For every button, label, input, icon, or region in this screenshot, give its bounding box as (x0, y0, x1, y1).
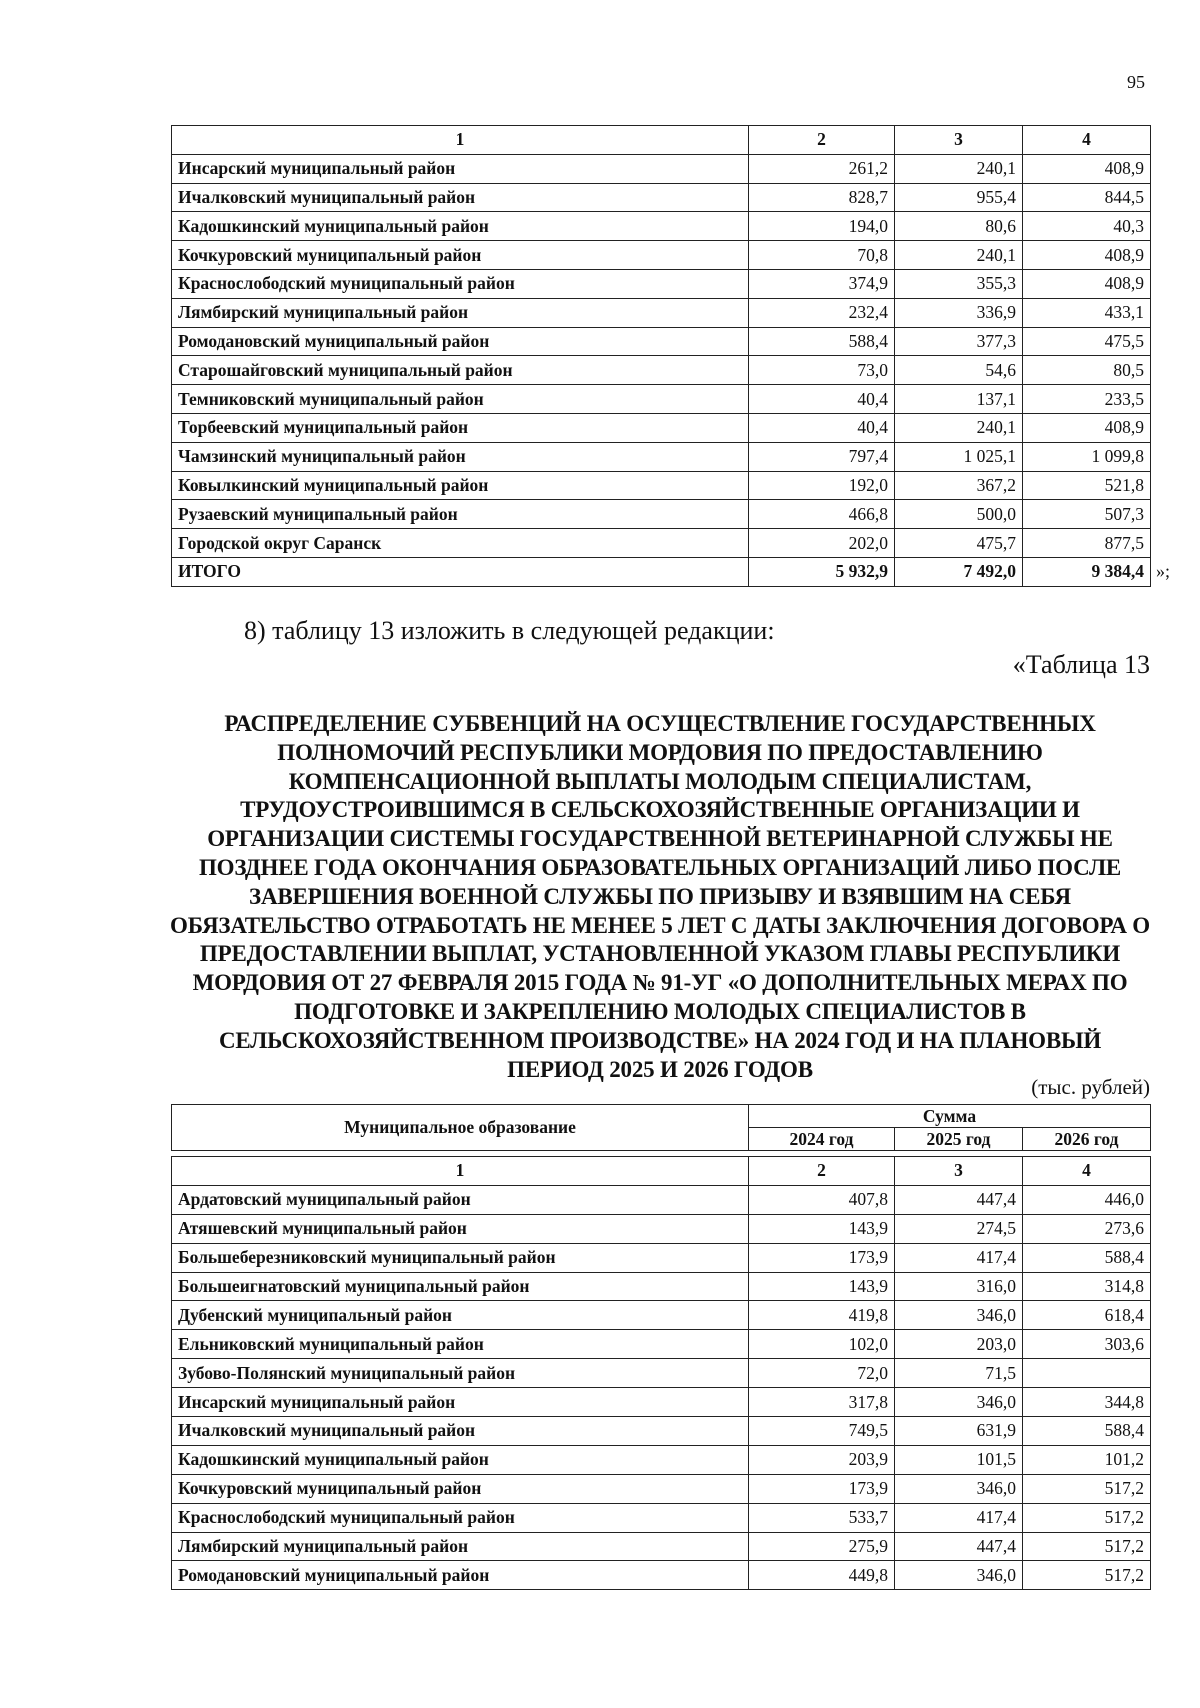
value-cell: 202,0 (749, 529, 895, 558)
column-number: 1 (172, 126, 749, 155)
table-row (172, 1301, 1151, 1330)
value-cell: 408,9 (1023, 413, 1151, 442)
value-cell: 475,5 (1023, 327, 1151, 356)
table-row (172, 183, 1151, 212)
value-cell: 173,9 (749, 1243, 895, 1272)
value-cell: 71,5 (895, 1359, 1023, 1388)
column-header-year: 2025 год (895, 1128, 1023, 1151)
instruction-text: 8) таблицу 13 изложить в следующей редакции: (244, 616, 775, 645)
column-header-sum: Сумма (749, 1105, 1151, 1128)
value-cell: 408,9 (1023, 154, 1151, 183)
municipality-cell: Старошайговский муниципальный район (172, 356, 749, 385)
table-row (172, 356, 1151, 385)
table-row (172, 212, 1151, 241)
value-cell: 5 932,9 (749, 557, 895, 586)
value-cell: 408,9 (1023, 269, 1151, 298)
table-row (172, 413, 1151, 442)
column-number: 1 (172, 1157, 749, 1186)
column-header-municipality: Муниципальное образование (172, 1105, 749, 1151)
page-number: 95 (1127, 72, 1145, 92)
table-row (172, 1561, 1151, 1590)
value-cell: 631,9 (895, 1417, 1023, 1446)
municipality-cell: Атяшевский муниципальный район (172, 1214, 749, 1243)
value-cell: 355,3 (895, 269, 1023, 298)
column-number: 3 (895, 126, 1023, 155)
value-cell: 9 384,4 (1023, 557, 1151, 586)
table-row (172, 1445, 1151, 1474)
municipality-cell: Ардатовский муниципальный район (172, 1185, 749, 1214)
value-cell: 521,8 (1023, 471, 1151, 500)
municipality-cell: Ромодановский муниципальный район (172, 1561, 749, 1590)
table-row (172, 1185, 1151, 1214)
value-cell: 417,4 (895, 1243, 1023, 1272)
table-row (172, 471, 1151, 500)
value-cell: 273,6 (1023, 1214, 1151, 1243)
column-number: 4 (1023, 126, 1151, 155)
value-cell: 517,2 (1023, 1532, 1151, 1561)
value-cell: 374,9 (749, 269, 895, 298)
value-cell: 137,1 (895, 385, 1023, 414)
value-cell: 828,7 (749, 183, 895, 212)
value-cell: 275,9 (749, 1532, 895, 1561)
table-row (172, 1388, 1151, 1417)
value-cell: 749,5 (749, 1417, 895, 1446)
closing-quote: »; (1156, 561, 1171, 581)
value-cell: 517,2 (1023, 1474, 1151, 1503)
table-row (172, 154, 1151, 183)
table-row (172, 1532, 1151, 1561)
value-cell: 80,5 (1023, 356, 1151, 385)
value-cell: 173,9 (749, 1474, 895, 1503)
municipality-cell: Лямбирский муниципальный район (172, 1532, 749, 1561)
value-cell: 303,6 (1023, 1330, 1151, 1359)
municipality-cell: Ичалковский муниципальный район (172, 183, 749, 212)
value-cell: 377,3 (895, 327, 1023, 356)
value-cell: 407,8 (749, 1185, 895, 1214)
value-cell: 274,5 (895, 1214, 1023, 1243)
value-cell: 54,6 (895, 356, 1023, 385)
value-cell: 102,0 (749, 1330, 895, 1359)
value-cell: 797,4 (749, 442, 895, 471)
municipality-cell: Кочкуровский муниципальный район (172, 241, 749, 270)
value-cell: 346,0 (895, 1301, 1023, 1330)
value-cell: 101,5 (895, 1445, 1023, 1474)
value-cell: 466,8 (749, 500, 895, 529)
value-cell: 1 099,8 (1023, 442, 1151, 471)
municipality-cell: Торбеевский муниципальный район (172, 413, 749, 442)
municipality-cell: Рузаевский муниципальный район (172, 500, 749, 529)
column-number: 2 (749, 1157, 895, 1186)
municipality-cell: Большеигнатовский муниципальный район (172, 1272, 749, 1301)
column-number: 3 (895, 1157, 1023, 1186)
table-row (172, 1417, 1151, 1446)
value-cell: 233,5 (1023, 385, 1151, 414)
value-cell: 314,8 (1023, 1272, 1151, 1301)
municipality-cell: Краснослободский муниципальный район (172, 269, 749, 298)
top-table (171, 125, 1151, 587)
value-cell: 194,0 (749, 212, 895, 241)
value-cell: 80,6 (895, 212, 1023, 241)
value-cell: 203,9 (749, 1445, 895, 1474)
value-cell: 143,9 (749, 1214, 895, 1243)
value-cell: 240,1 (895, 413, 1023, 442)
value-cell: 449,8 (749, 1561, 895, 1590)
table-header-row (172, 1105, 1151, 1128)
table-row (172, 241, 1151, 270)
value-cell: 844,5 (1023, 183, 1151, 212)
value-cell: 417,4 (895, 1503, 1023, 1532)
municipality-cell: Зубово-Полянский муниципальный район (172, 1359, 749, 1388)
table-row (172, 1503, 1151, 1532)
value-cell: 367,2 (895, 471, 1023, 500)
value-cell: 232,4 (749, 298, 895, 327)
table-row (172, 327, 1151, 356)
municipality-cell: Инсарский муниципальный район (172, 1388, 749, 1417)
municipality-cell: Кадошкинский муниципальный район (172, 212, 749, 241)
municipality-cell: Инсарский муниципальный район (172, 154, 749, 183)
table-row (172, 1330, 1151, 1359)
table-header-row (172, 126, 1151, 155)
column-number: 2 (749, 126, 895, 155)
value-cell: 240,1 (895, 241, 1023, 270)
value-cell: 955,4 (895, 183, 1023, 212)
value-cell: 618,4 (1023, 1301, 1151, 1330)
value-cell: 446,0 (1023, 1185, 1151, 1214)
table-row (172, 1474, 1151, 1503)
value-cell: 346,0 (895, 1561, 1023, 1590)
value-cell: 346,0 (895, 1474, 1023, 1503)
column-header-year: 2024 год (749, 1128, 895, 1151)
municipality-cell: Темниковский муниципальный район (172, 385, 749, 414)
table-row (172, 1272, 1151, 1301)
value-cell: 447,4 (895, 1185, 1023, 1214)
municipality-cell: Ичалковский муниципальный район (172, 1417, 749, 1446)
value-cell: 517,2 (1023, 1561, 1151, 1590)
value-cell: 203,0 (895, 1330, 1023, 1359)
municipality-cell: Чамзинский муниципальный район (172, 442, 749, 471)
municipality-cell: Краснослободский муниципальный район (172, 1503, 749, 1532)
value-cell (1023, 1359, 1151, 1388)
value-cell: 588,4 (1023, 1417, 1151, 1446)
municipality-cell: Ковылкинский муниципальный район (172, 471, 749, 500)
value-cell: 72,0 (749, 1359, 895, 1388)
value-cell: 588,4 (1023, 1243, 1151, 1272)
value-cell: 344,8 (1023, 1388, 1151, 1417)
municipality-cell: Ромодановский муниципальный район (172, 327, 749, 356)
value-cell: 877,5 (1023, 529, 1151, 558)
value-cell: 101,2 (1023, 1445, 1151, 1474)
table-row (172, 269, 1151, 298)
municipality-cell: Большеберезниковский муниципальный район (172, 1243, 749, 1272)
column-number: 4 (1023, 1157, 1151, 1186)
value-cell: 240,1 (895, 154, 1023, 183)
value-cell: 317,8 (749, 1388, 895, 1417)
value-cell: 433,1 (1023, 298, 1151, 327)
value-cell: 475,7 (895, 529, 1023, 558)
value-cell: 507,3 (1023, 500, 1151, 529)
value-cell: 336,9 (895, 298, 1023, 327)
table-row (172, 500, 1151, 529)
municipality-cell: ИТОГО (172, 557, 749, 586)
table-row (172, 529, 1151, 558)
bottom-table (171, 1104, 1151, 1590)
table-row (172, 1243, 1151, 1272)
table-row (172, 1359, 1151, 1388)
table-heading: РАСПРЕДЕЛЕНИЕ СУБВЕНЦИЙ НА ОСУЩЕСТВЛЕНИЕ ГОСУДАРСТВЕННЫХ ПОЛНОМОЧИЙ РЕСПУБЛИКИ МОРДОВИЯ ПО ПРЕДОСТАВЛЕНИЮ КОМПЕНСАЦИОННОЙ ВЫПЛАТЫ МОЛОДЫМ СПЕЦИАЛИСТАМ, ТРУДОУСТРОИВШИМСЯ В СЕЛЬСКОХОЗЯЙСТВЕННЫЕ ОРГАНИЗАЦИИ И ОРГАНИЗАЦИИ СИСТЕМЫ ГОСУДАРСТВЕННОЙ ВЕТЕРИНАРНОЙ СЛУЖБЫ НЕ ПОЗДНЕЕ ГОДА ОКОНЧАНИЯ ОБРАЗОВАТЕЛЬНЫХ ОРГАНИЗАЦИЙ ЛИБО ПОСЛЕ ЗАВЕРШЕНИЯ ВОЕННОЙ СЛУЖБЫ ПО ПРИЗЫВУ И ВЗЯВШИМ НА СЕБЯ ОБЯЗАТЕЛЬСТВО ОТРАБОТАТЬ НЕ МЕНЕЕ 5 ЛЕТ С ДАТЫ ЗАКЛЮЧЕНИЯ ДОГОВОРА О ПРЕДОСТАВЛЕНИИ ВЫПЛАТ, УСТАНОВЛЕННОЙ УКАЗОМ ГЛАВЫ РЕСПУБЛИКИ МОРДОВИЯ ОТ 27 ФЕВРАЛЯ 2015 ГОДА № 91-УГ «О ДОПОЛНИТЕЛЬНЫХ МЕРАХ ПО ПОДГОТОВКЕ И ЗАКРЕПЛЕНИЮ МОЛОДЫХ СПЕЦИАЛИСТОВ В СЕЛЬСКОХОЗЯЙСТВЕННОМ ПРОИЗВОДСТВЕ» НА 2024 ГОД И НА ПЛАНОВЫЙ ПЕРИОД 2025 И 2026 ГОДОВ (170, 711, 1150, 1082)
value-cell: 192,0 (749, 471, 895, 500)
table-row (172, 298, 1151, 327)
municipality-cell: Кочкуровский муниципальный район (172, 1474, 749, 1503)
value-cell: 517,2 (1023, 1503, 1151, 1532)
table-numbering-row (172, 1157, 1151, 1186)
value-cell: 40,4 (749, 385, 895, 414)
municipality-cell: Дубенский муниципальный район (172, 1301, 749, 1330)
total-row (172, 557, 1151, 586)
table-label: «Таблица 13 (1012, 650, 1150, 679)
municipality-cell: Лямбирский муниципальный район (172, 298, 749, 327)
value-cell: 40,4 (749, 413, 895, 442)
column-header-year: 2026 год (1023, 1128, 1151, 1151)
table-row (172, 1214, 1151, 1243)
value-cell: 447,4 (895, 1532, 1023, 1561)
value-cell: 316,0 (895, 1272, 1023, 1301)
value-cell: 261,2 (749, 154, 895, 183)
value-cell: 7 492,0 (895, 557, 1023, 586)
value-cell: 40,3 (1023, 212, 1151, 241)
table-row (172, 442, 1151, 471)
value-cell: 588,4 (749, 327, 895, 356)
value-cell: 143,9 (749, 1272, 895, 1301)
municipality-cell: Городской округ Саранск (172, 529, 749, 558)
value-cell: 346,0 (895, 1388, 1023, 1417)
value-cell: 1 025,1 (895, 442, 1023, 471)
value-cell: 70,8 (749, 241, 895, 270)
units-label: (тыс. рублей) (1031, 1075, 1150, 1099)
municipality-cell: Ельниковский муниципальный район (172, 1330, 749, 1359)
value-cell: 73,0 (749, 356, 895, 385)
municipality-cell: Кадошкинский муниципальный район (172, 1445, 749, 1474)
value-cell: 500,0 (895, 500, 1023, 529)
value-cell: 533,7 (749, 1503, 895, 1532)
value-cell: 408,9 (1023, 241, 1151, 270)
table-row (172, 385, 1151, 414)
value-cell: 419,8 (749, 1301, 895, 1330)
